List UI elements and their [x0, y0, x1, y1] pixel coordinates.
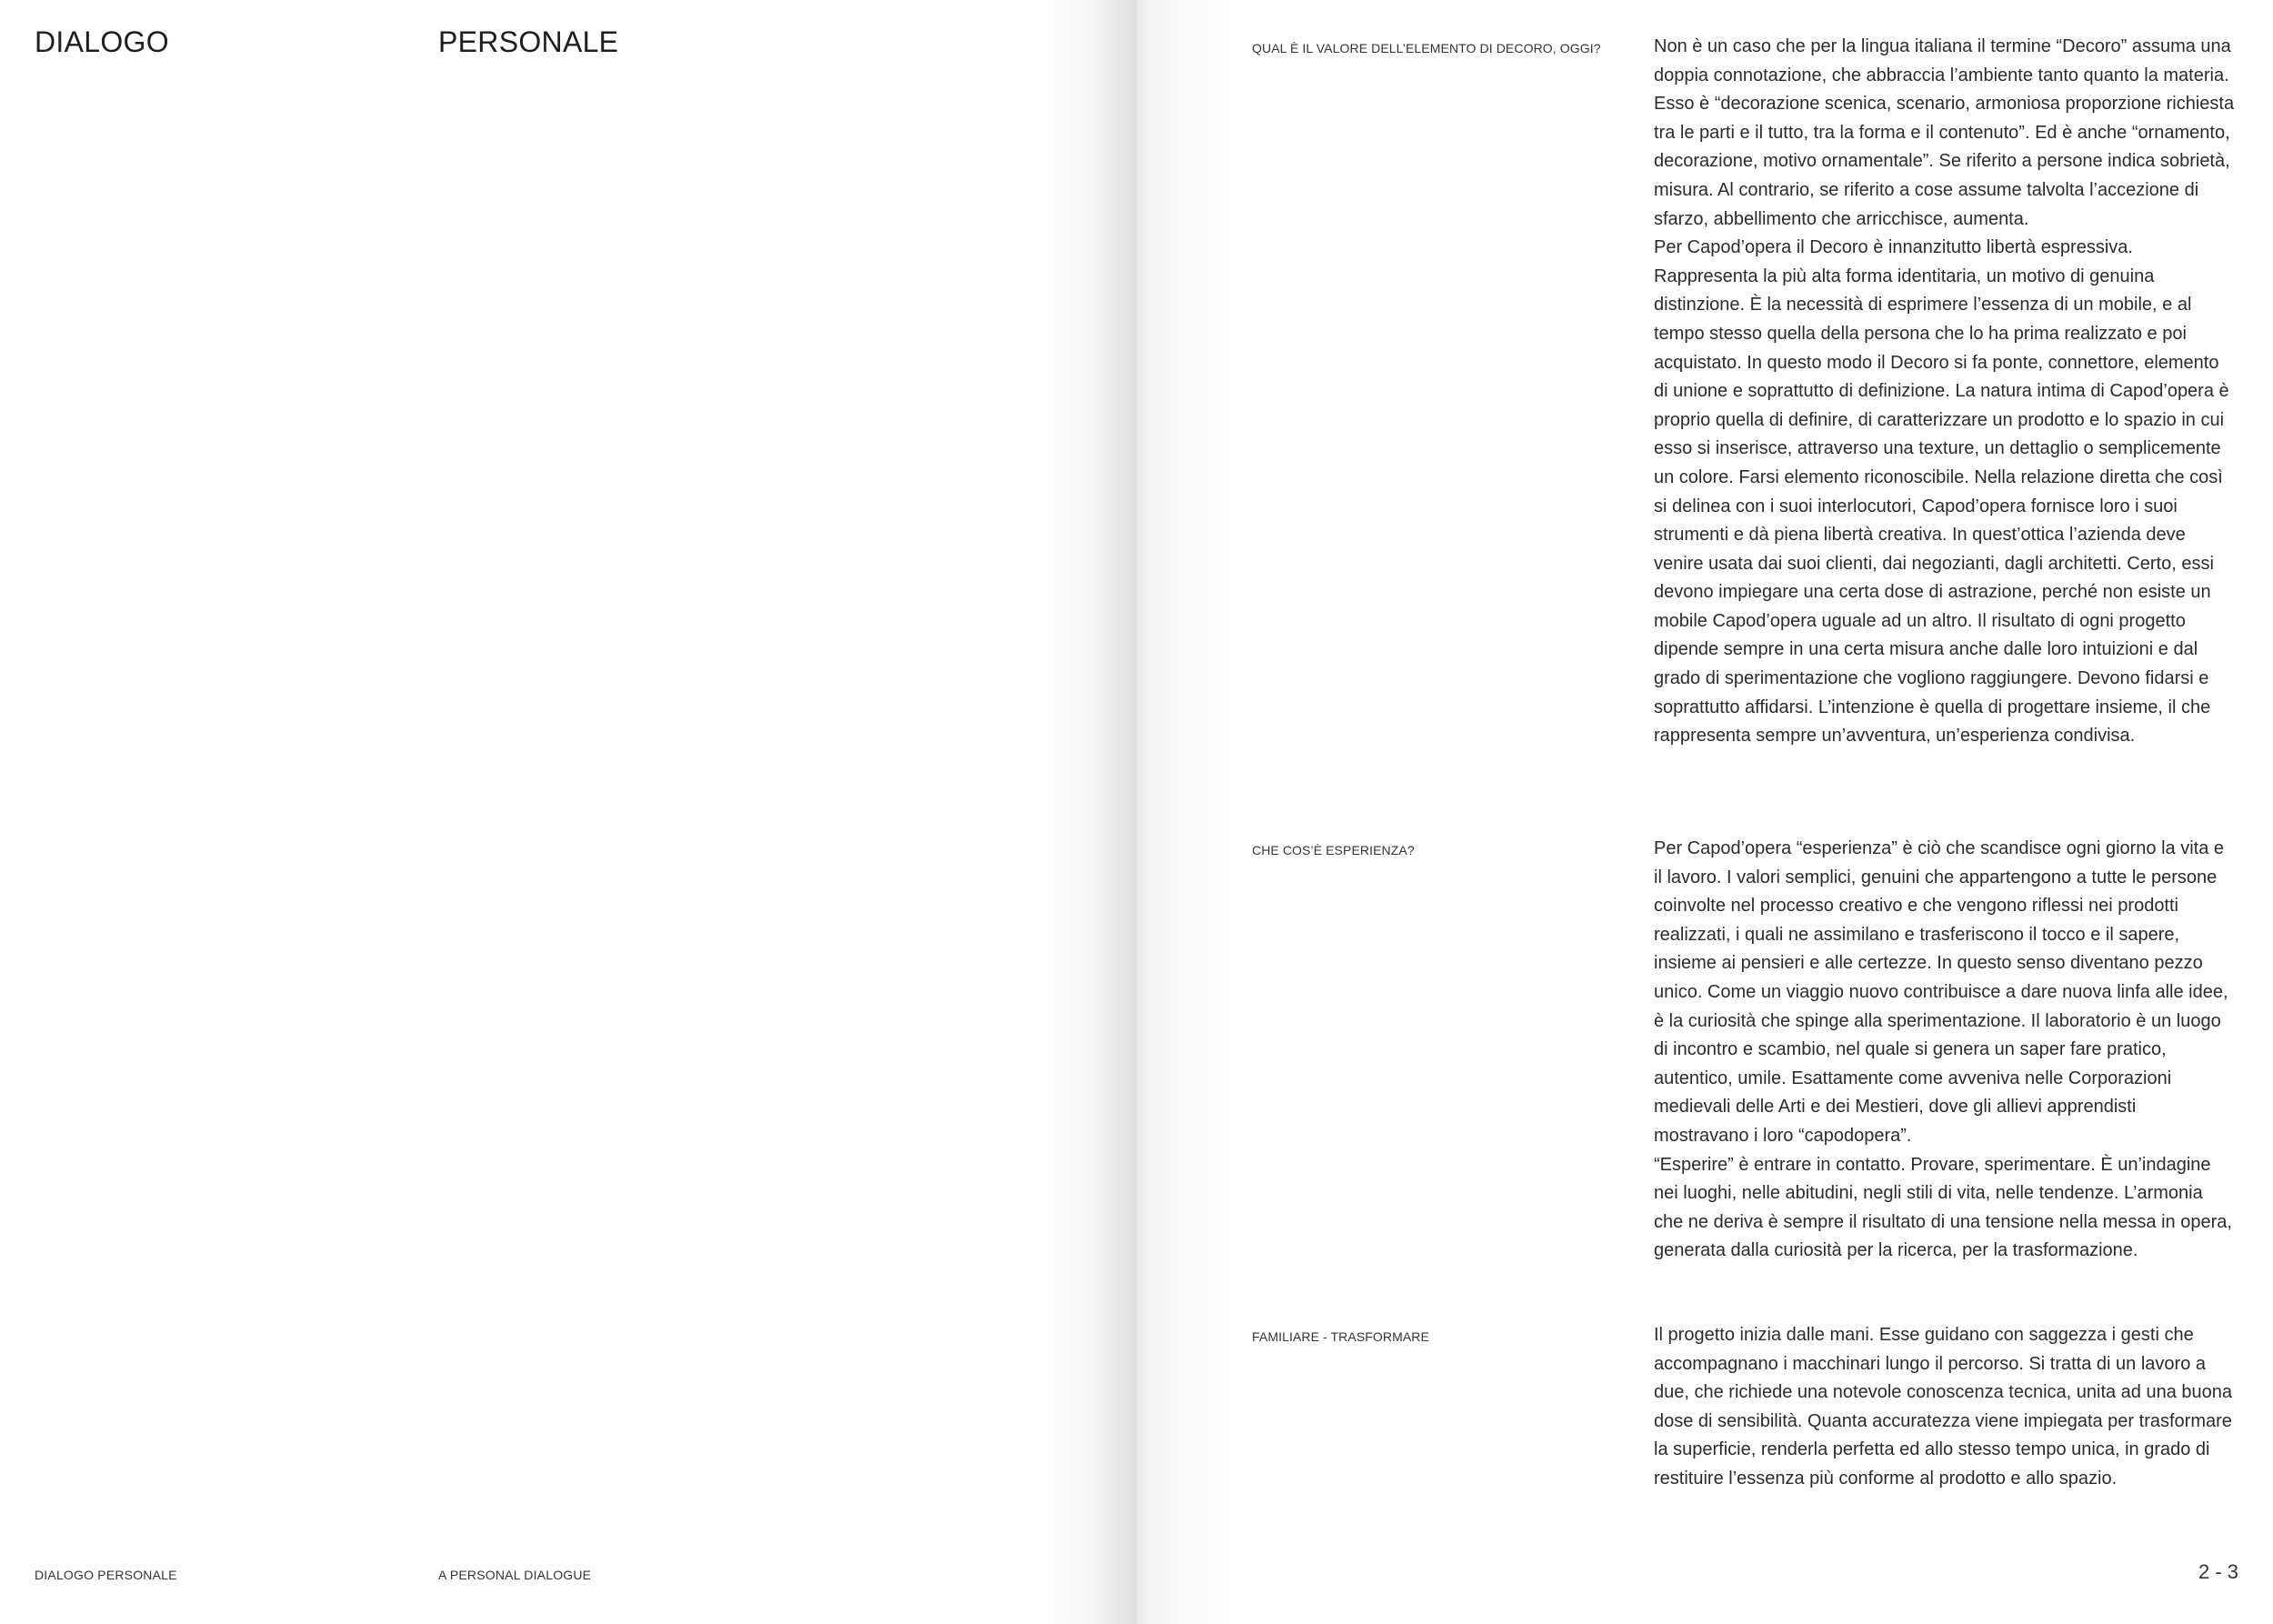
footer-title-italian: DIALOGO PERSONALE — [35, 1568, 177, 1582]
answer-paragraph: Per Capod’opera “esperienza” è ciò che scandisce ogni giorno la vita e il lavoro. I valori semplici, genuini che appartengono a tutte le persone coinvolte nel processo creativo e che vengono riflessi nei prodotti realizzati, i quali ne assimilano e trasferiscono il tocco e il sapere, insieme ai pensieri e alle certezze. In questo senso diventano pezzo unico. Come un viaggio nuovo contribuisce a dare nuova linfa alle idee, è la curiosità che spinge alla sperimentazione. Il laboratorio è un luogo di incontro e scambio, nel quale si genera un saper fare pratico, autentico, umile. Esattamente come avveniva nelle Corporazioni medievali delle Arti e dei Mestieri, dove gli allievi apprendisti mostravano i loro “capodopera”. — [1654, 838, 2228, 1146]
page-heading-dialogo: DIALOGO — [35, 25, 169, 58]
section-question-decoro: QUAL È IL VALORE DELL’ELEMENTO DI DECORO, OGGI? — [1252, 41, 1601, 55]
answer-paragraph: Per Capod’opera il Decoro è innanzitutto libertà espressiva. Rappresenta la più alta forma identitaria, un motivo di genuina distinzione. È la necessità di esprimere l’essenza di un mobile, e al tempo stesso quella della persona che lo ha prima realizzato e poi acquistato. In questo modo il Decoro si fa ponte, connettore, elemento di unione e soprattutto di definizione. La natura intima di Capod’opera è proprio quella di definire, di caratterizzare un prodotto e lo spazio in cui esso si inserisce, attraverso una texture, un dettaglio o semplicemente un colore. Farsi elemento riconoscibile. Nella relazione diretta che così si delinea con i suoi interlocutori, Capod’opera fornisce loro i suoi strumenti e dà piena libertà creativa. In quest’ottica l’azienda deve venire usata dai suoi clienti, dai negozianti, dagli architetti. Certo, essi devono impiegare una certa dose di astrazione, perché non esiste un mobile Capod’opera uguale ad un altro. Il risultato di ogni progetto dipende sempre in una certa misura anche dalle loro intuizioni e dal grado di sperimentazione che vogliono raggiungere. Devono fidarsi e soprattutto affidarsi. L’intenzione è quella di progettare insieme, il che rappresenta sempre un’avventura, un’esperienza condivisa. — [1654, 237, 2229, 747]
section-question-esperienza: CHE COS’È ESPERIENZA? — [1252, 843, 1415, 857]
section-answer-familiare-trasformare — [1654, 1321, 2236, 1494]
page-number: 2 - 3 — [2198, 1560, 2238, 1583]
footer-title-english: A PERSONAL DIALOGUE — [438, 1568, 592, 1582]
section-question-familiare-trasformare: FAMILIARE - TRASFORMARE — [1252, 1329, 1429, 1344]
page-heading-personale: PERSONALE — [438, 25, 619, 58]
answer-paragraph: Non è un caso che per la lingua italiana il termine “Decoro” assuma una doppia connotazione, che abbraccia l’ambiente tanto quanto la materia. Esso è “decorazione scenica, scenario, armoniosa proporzione richiesta tra le parti e il tutto, tra la forma e il contenuto”. Ed è anche “ornamento, decorazione, motivo ornamentale”. Se riferito a persone indica sobrietà, misura. Al contrario, se riferito a cose assume talvolta l’accezione di sfarzo, abbellimento che arricchisce, aumenta. — [1654, 36, 2235, 229]
answer-paragraph: Il progetto inizia dalle mani. Esse guidano con saggezza i gesti che accompagnano i macchinari lungo il percorso. Si tratta di un lavoro a due, che richiede una notevole conoscenza tecnica, unita ad una buona dose di sensibilità. Quanta accuratezza viene impiegata per trasformare la superficie, renderla perfetta ed allo stesso tempo unica, in grado di restituire l’essenza più conforme al prodotto e allo spazio. — [1654, 1325, 2233, 1489]
section-answer-esperienza — [1654, 835, 2236, 1266]
answer-paragraph: “Esperire” è entrare in contatto. Provare, sperimentare. È un’indagine nei luoghi, nelle abitudini, negli stili di vita, nelle tendenze. L’armonia che ne deriva è sempre il risultato di una tensione nella messa in opera, generata dalla curiosità per la ricerca, per la trasformazione. — [1654, 1154, 2232, 1261]
section-answer-decoro — [1654, 33, 2236, 751]
left-page — [0, 0, 1136, 1624]
